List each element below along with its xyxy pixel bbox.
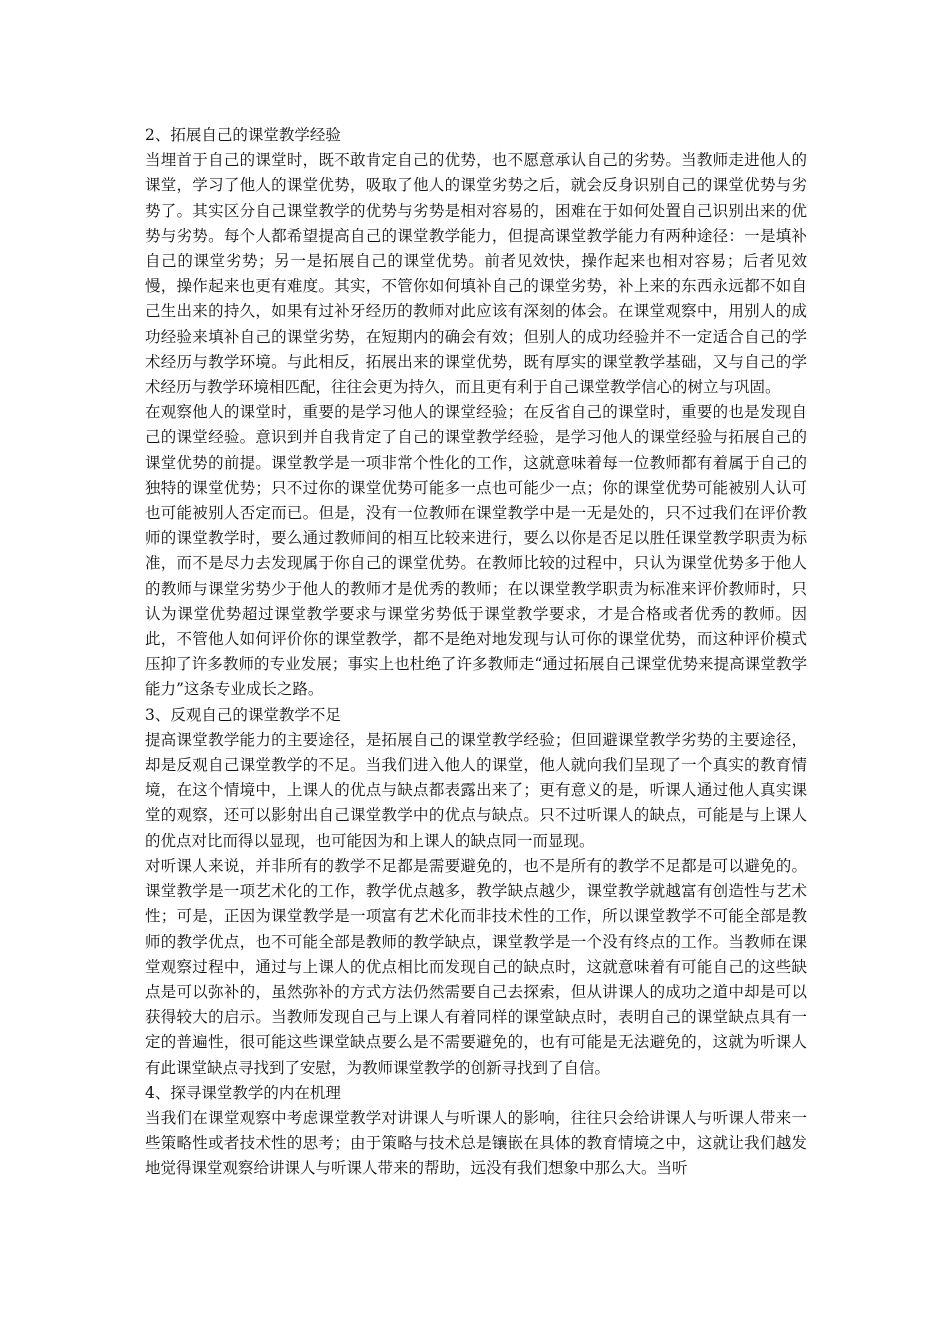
paragraph: 对听课人来说，并非所有的教学不足都是需要避免的，也不是所有的教学不足都是可以避免的。课堂教学是一项艺术化的工作，教学优点越多，教学缺点越少，课堂教学就越富有创造性与艺术性；可是，正因为课堂教学是一项富有艺术化而非技术性的工作，所以课堂教学不可能全部是教师的教学优点，也不可能全部是教师的教学缺点，课堂教学是一个没有终点的工作。当教师在课堂观察过程中，通过与上课人的优点相比而发现自己的缺点时，这就意味着有可能自己的这些缺点是可以弥补的，虽然弥补的方式方法仍然需要自己去探索，但从讲课人的成功之道中却是可以获得较大的启示。当教师发现自己与上课人有着同样的课堂缺点时，表明自己的课堂缺点具有一定的普遍性，很可能这些课堂缺点要么是不需要避免的，也有可能是无法避免的，这就为听课人有此课堂缺点寻找到了安慰，为教师课堂教学的创新寻找到了自信。: [145, 856, 807, 1077]
section-heading-2: 2、拓展自己的课堂教学经验: [145, 126, 341, 144]
section-heading-3: 3、反观自己的课堂教学不足: [145, 705, 341, 724]
paragraph: 提高课堂教学能力的主要途径，是拓展自己的课堂教学经验；但回避课堂教学劣势的主要途径，却是反观自己课堂教学的不足。当我们进入他人的课堂，他人就向我们呈现了一个真实的教育情境，在这个情境中，上课人的优点与缺点都表露出来了；更有意义的是，听课人通过他人真实课堂的观察，还可以影射出自己课堂教学中的优点与缺点。只不过听课人的缺点，可能是与上课人的优点对比而得以显现，也可能因为和上课人的缺点同一而显现。: [145, 730, 807, 850]
paragraph: 在观察他人的课堂时，重要的是学习他人的课堂经验；在反省自己的课堂时，重要的也是发现自己的课堂经验。意识到并自我肯定了自己的课堂教学经验，是学习他人的课堂经验与拓展自己的课堂优势的前提。课堂教学是一项非常个性化的工作，这就意味着每一位教师都有着属于自己的独特的课堂优势；只不过你的课堂优势可能多一点也可能少一点；你的课堂优势可能被别人认可也可能被别人否定而已。但是，没有一位教师在课堂教学中是一无是处的，只不过我们在评价教师的课堂教学时，要么通过教师间的相互比较来进行，要么以你是否足以胜任课堂教学职责为标准，而不是尽力去发现属于你自己的课堂优势。在教师比较的过程中，只认为课堂优势多于他人的教师与课堂劣势少于他人的教师才是优秀的教师；在以课堂教学职责为标准来评价教师时，只认为课堂优势超过课堂教学要求与课堂劣势低于课堂教学要求，才是合格或者优秀的教师。因此，不管他人如何评价你的课堂教学，都不是绝对地发现与认可你的课堂优势，而这种评价模式压抑了许多教师的专业发展；事实上也杜绝了许多教师走“通过拓展自己课堂优势来提高课堂教学能力”这条专业成长之路。: [145, 403, 807, 699]
paragraph: 当我们在课堂观察中考虑课堂教学对讲课人与听课人的影响，往往只会给讲课人与听课人带来一些策略性或者技术性的思考；由于策略与技术总是镶嵌在具体的教育情境之中，这就让我们越发地觉得课堂观察给讲课人与听课人带来的帮助，远没有我们想象中那么大。当听: [145, 1108, 807, 1178]
document-body: [145, 123, 807, 1182]
paragraph: 当埋首于自己的课堂时，既不敢肯定自己的优势，也不愿意承认自己的劣势。当教师走进他人的课堂，学习了他人的课堂优势，吸取了他人的课堂劣势之后，就会反身识别自己的课堂优势与劣势了。其实区分自己课堂教学的优势与劣势是相对容易的，困难在于如何处置自己识别出来的优势与劣势。每个人都希望提高自己的课堂教学能力，但提高课堂教学能力有两种途径：一是填补自己的课堂劣势；另一是拓展自己的课堂优势。前者见效快，操作起来也相对容易；后者见效慢，操作起来也更有难度。其实，不管你如何填补自己的课堂劣势，补上来的东西永远都不如自己生出来的持久，如果有过补牙经历的教师对此应该有深刻的体会。在课堂观察中，用别人的成功经验来填补自己的课堂劣势，在短期内的确会有效；但别人的成功经验并不一定适合自己的学术经历与教学环境。与此相反，拓展出来的课堂优势，既有厚实的课堂教学基础，又与自己的学术经历与教学环境相匹配，往往会更为持久，而且更有利于自己课堂教学信心的树立与巩固。: [145, 151, 807, 397]
section-heading-4: 4、探寻课堂教学的内在机理: [145, 1083, 341, 1102]
